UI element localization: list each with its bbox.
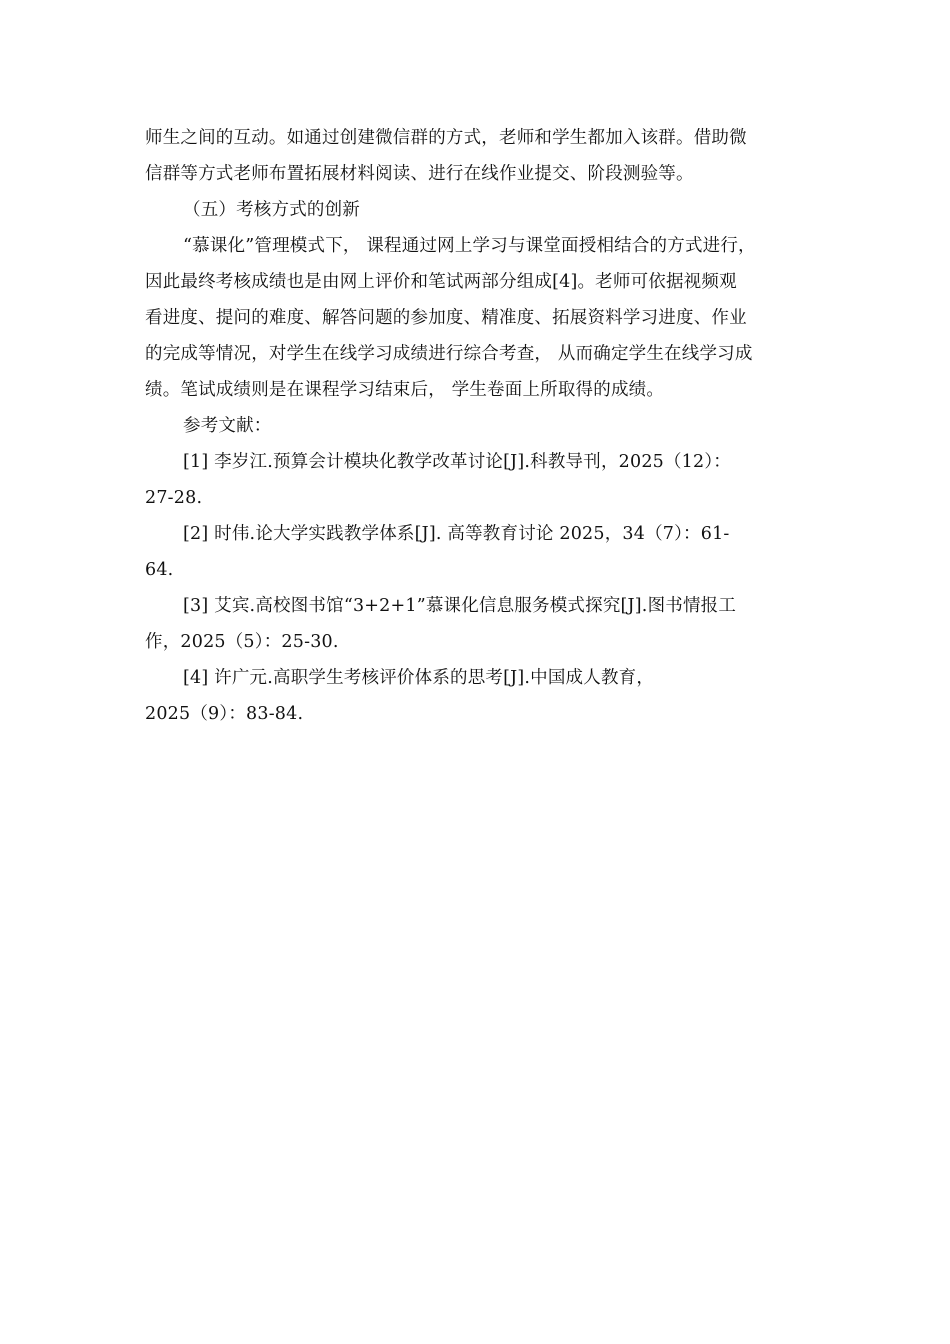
reference-item-2-continuation: 64. [145, 560, 174, 580]
body-paragraph-line: 因此最终考核成绩也是由网上评价和笔试两部分组成[4]。老师可依据视频观 [145, 272, 737, 292]
body-paragraph-line: 看进度、提问的难度、解答问题的参加度、精准度、拓展资料学习进度、作业 [145, 308, 747, 328]
reference-item-4-continuation: 2025（9）：83-84. [145, 704, 304, 724]
body-paragraph-line: 师生之间的互动。如通过创建微信群的方式，老师和学生都加入该群。借助微 [145, 128, 747, 148]
reference-item-1: [1] 李岁江.预算会计模块化教学改革讨论[J].科教导刊，2025（12）： [183, 452, 731, 472]
reference-item-4: [4] 许广元.高职学生考核评价体系的思考[J].中国成人教育， [183, 668, 655, 688]
reference-item-1-continuation: 27-28. [145, 488, 203, 508]
document-body [145, 124, 825, 736]
reference-item-2: [2] 时伟.论大学实践教学体系[J]. 高等教育讨论 2025，34（7）：61- [183, 524, 730, 544]
reference-item-3: [3] 艾宾.高校图书馆“3+2+1”慕课化信息服务模式探究[J].图书情报工 [183, 596, 737, 616]
body-paragraph-line: 的完成等情况，对学生在线学习成绩进行综合考查， 从而确定学生在线学习成 [145, 344, 753, 364]
references-heading: 参考文献： [183, 416, 272, 436]
body-paragraph-line: “慕课化”管理模式下， 课程通过网上学习与课堂面授相结合的方式进行， [183, 236, 756, 256]
section-heading: （五）考核方式的创新 [183, 200, 360, 220]
body-paragraph-line: 绩。笔试成绩则是在课程学习结束后， 学生卷面上所取得的成绩。 [145, 380, 665, 400]
body-paragraph-line: 信群等方式老师布置拓展材料阅读、进行在线作业提交、阶段测验等。 [145, 164, 694, 184]
reference-item-3-continuation: 作，2025（5）：25-30. [145, 632, 339, 652]
